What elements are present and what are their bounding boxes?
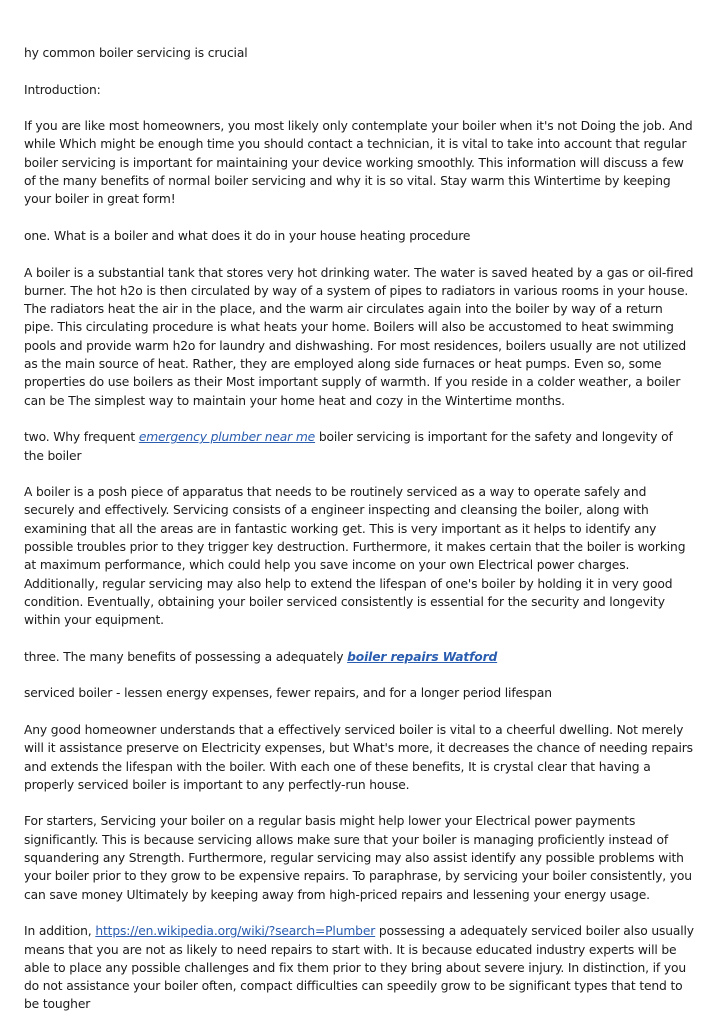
section-three-heading (24, 648, 696, 666)
section-one-heading: one. What is a boiler and what does it do in your house heating procedure (24, 228, 471, 243)
emergency-plumber-link[interactable]: emergency plumber near me (138, 430, 316, 445)
introduction-heading: Introduction: (24, 82, 101, 97)
intro-paragraph: If you are like most homeowners, you most likely only contemplate your boiler when it's not Doing the job. And while Which might be enough time you should contact a technician, it is vital to take into account that regular boiler servicing is important for maintaining your device working smoothly. This information will discuss a few of the many benefits of normal boiler servicing and why it is so vital. Stay warm this Wintertime by keeping your boiler in great form! (24, 119, 693, 207)
boiler-repairs-link[interactable]: boiler repairs Watford (347, 649, 498, 664)
benefits-paragraph: Any good homeowner understands that a effectively serviced boiler is vital to a cheerful dwelling. Not merely will it assistance preserve on Electricity expenses, but What's more, it decreases the chance of needing repairs and extends the lifespan with the boiler. With each one of these benefits, It is crystal clear that having a properly serviced boiler is important to any perfectly-run house. (24, 722, 693, 792)
section-two-paragraph: A boiler is a posh piece of apparatus that needs to be routinely serviced as a way to operate safely and securely and effectively. Servicing consists of a engineer inspecting and cleansing the boiler, along with examining that all the areas are in fantastic working get. This is very important as it helps to identify any possible troubles prior to they trigger key destruction. Furthermore, it makes certain that the boiler is working at maximum performance, which could help you save income on your own Electrical power charges. Additionally, regular servicing may also help to extend the lifespan of one's boiler by holding it in very good condition. Eventually, obtaining your boiler serviced consistently is essential for the security and longevity within your equipment. (24, 485, 686, 628)
document-body (24, 44, 696, 1032)
section-three-heading-start: three. The many benefits of possessing a adequately (24, 649, 348, 664)
repairs-paragraph-end: possessing a adequately serviced boiler also usually means that you are not as likely to need repairs to start with. It is because educated industry experts will be able to place any possible challenges and fix them prior to they bring about severe injury. In distinction, if you do not assistance your boiler often, compact difficulties can speedily grow to be significant types that tend to be tougher (24, 924, 694, 1012)
section-two-heading-end: boiler servicing is important for the safety and longevity of the boiler (24, 430, 673, 463)
section-one-paragraph: A boiler is a substantial tank that stores very hot drinking water. The water is saved heated by a gas or oil-fired burner. The hot h2o is then circulated by way of a system of pipes to radiators in various rooms in your house. The radiators heat the air in the place, and the warm air circulates again into the boiler by way of a return pipe. This circulating procedure is what heats your home. Boilers will also be accustomed to heat swimming pools and provide warm h2o for laundry and dishwashing. For most residences, boilers usually are not utilized as the main source of heat. Rather, they are employed along side furnaces or heat pumps. Even so, some properties do use boilers as their Most important supply of warmth. If you reside in a colder weather, a boiler can be The simplest way to maintain your home heat and cozy in the Wintertime months. (24, 265, 694, 408)
repairs-paragraph (24, 922, 696, 1013)
repairs-paragraph-start: In addition, (24, 924, 96, 939)
section-two-heading-start: two. Why frequent (24, 430, 139, 445)
section-three-subheading: serviced boiler - lessen energy expenses, fewer repairs, and for a longer period lifespan (24, 686, 552, 701)
document-title-line: hy common boiler servicing is crucial (24, 46, 248, 60)
wikipedia-plumber-link[interactable]: https://en.wikipedia.org/wiki/?search=Plumber (95, 924, 376, 939)
section-two-heading (24, 428, 696, 465)
energy-savings-paragraph: For starters, Servicing your boiler on a regular basis might help lower your Electrical power payments significantly. This is because servicing allows make sure that your boiler is managing proficiently instead of squandering any Strength. Furthermore, regular servicing may also assist identify any possible problems with your boiler prior to they grow to be expensive repairs. To paraphrase, by servicing your boiler consistently, you can save money Ultimately by keeping away from high-priced repairs and lessening your energy usage. (24, 814, 692, 902)
